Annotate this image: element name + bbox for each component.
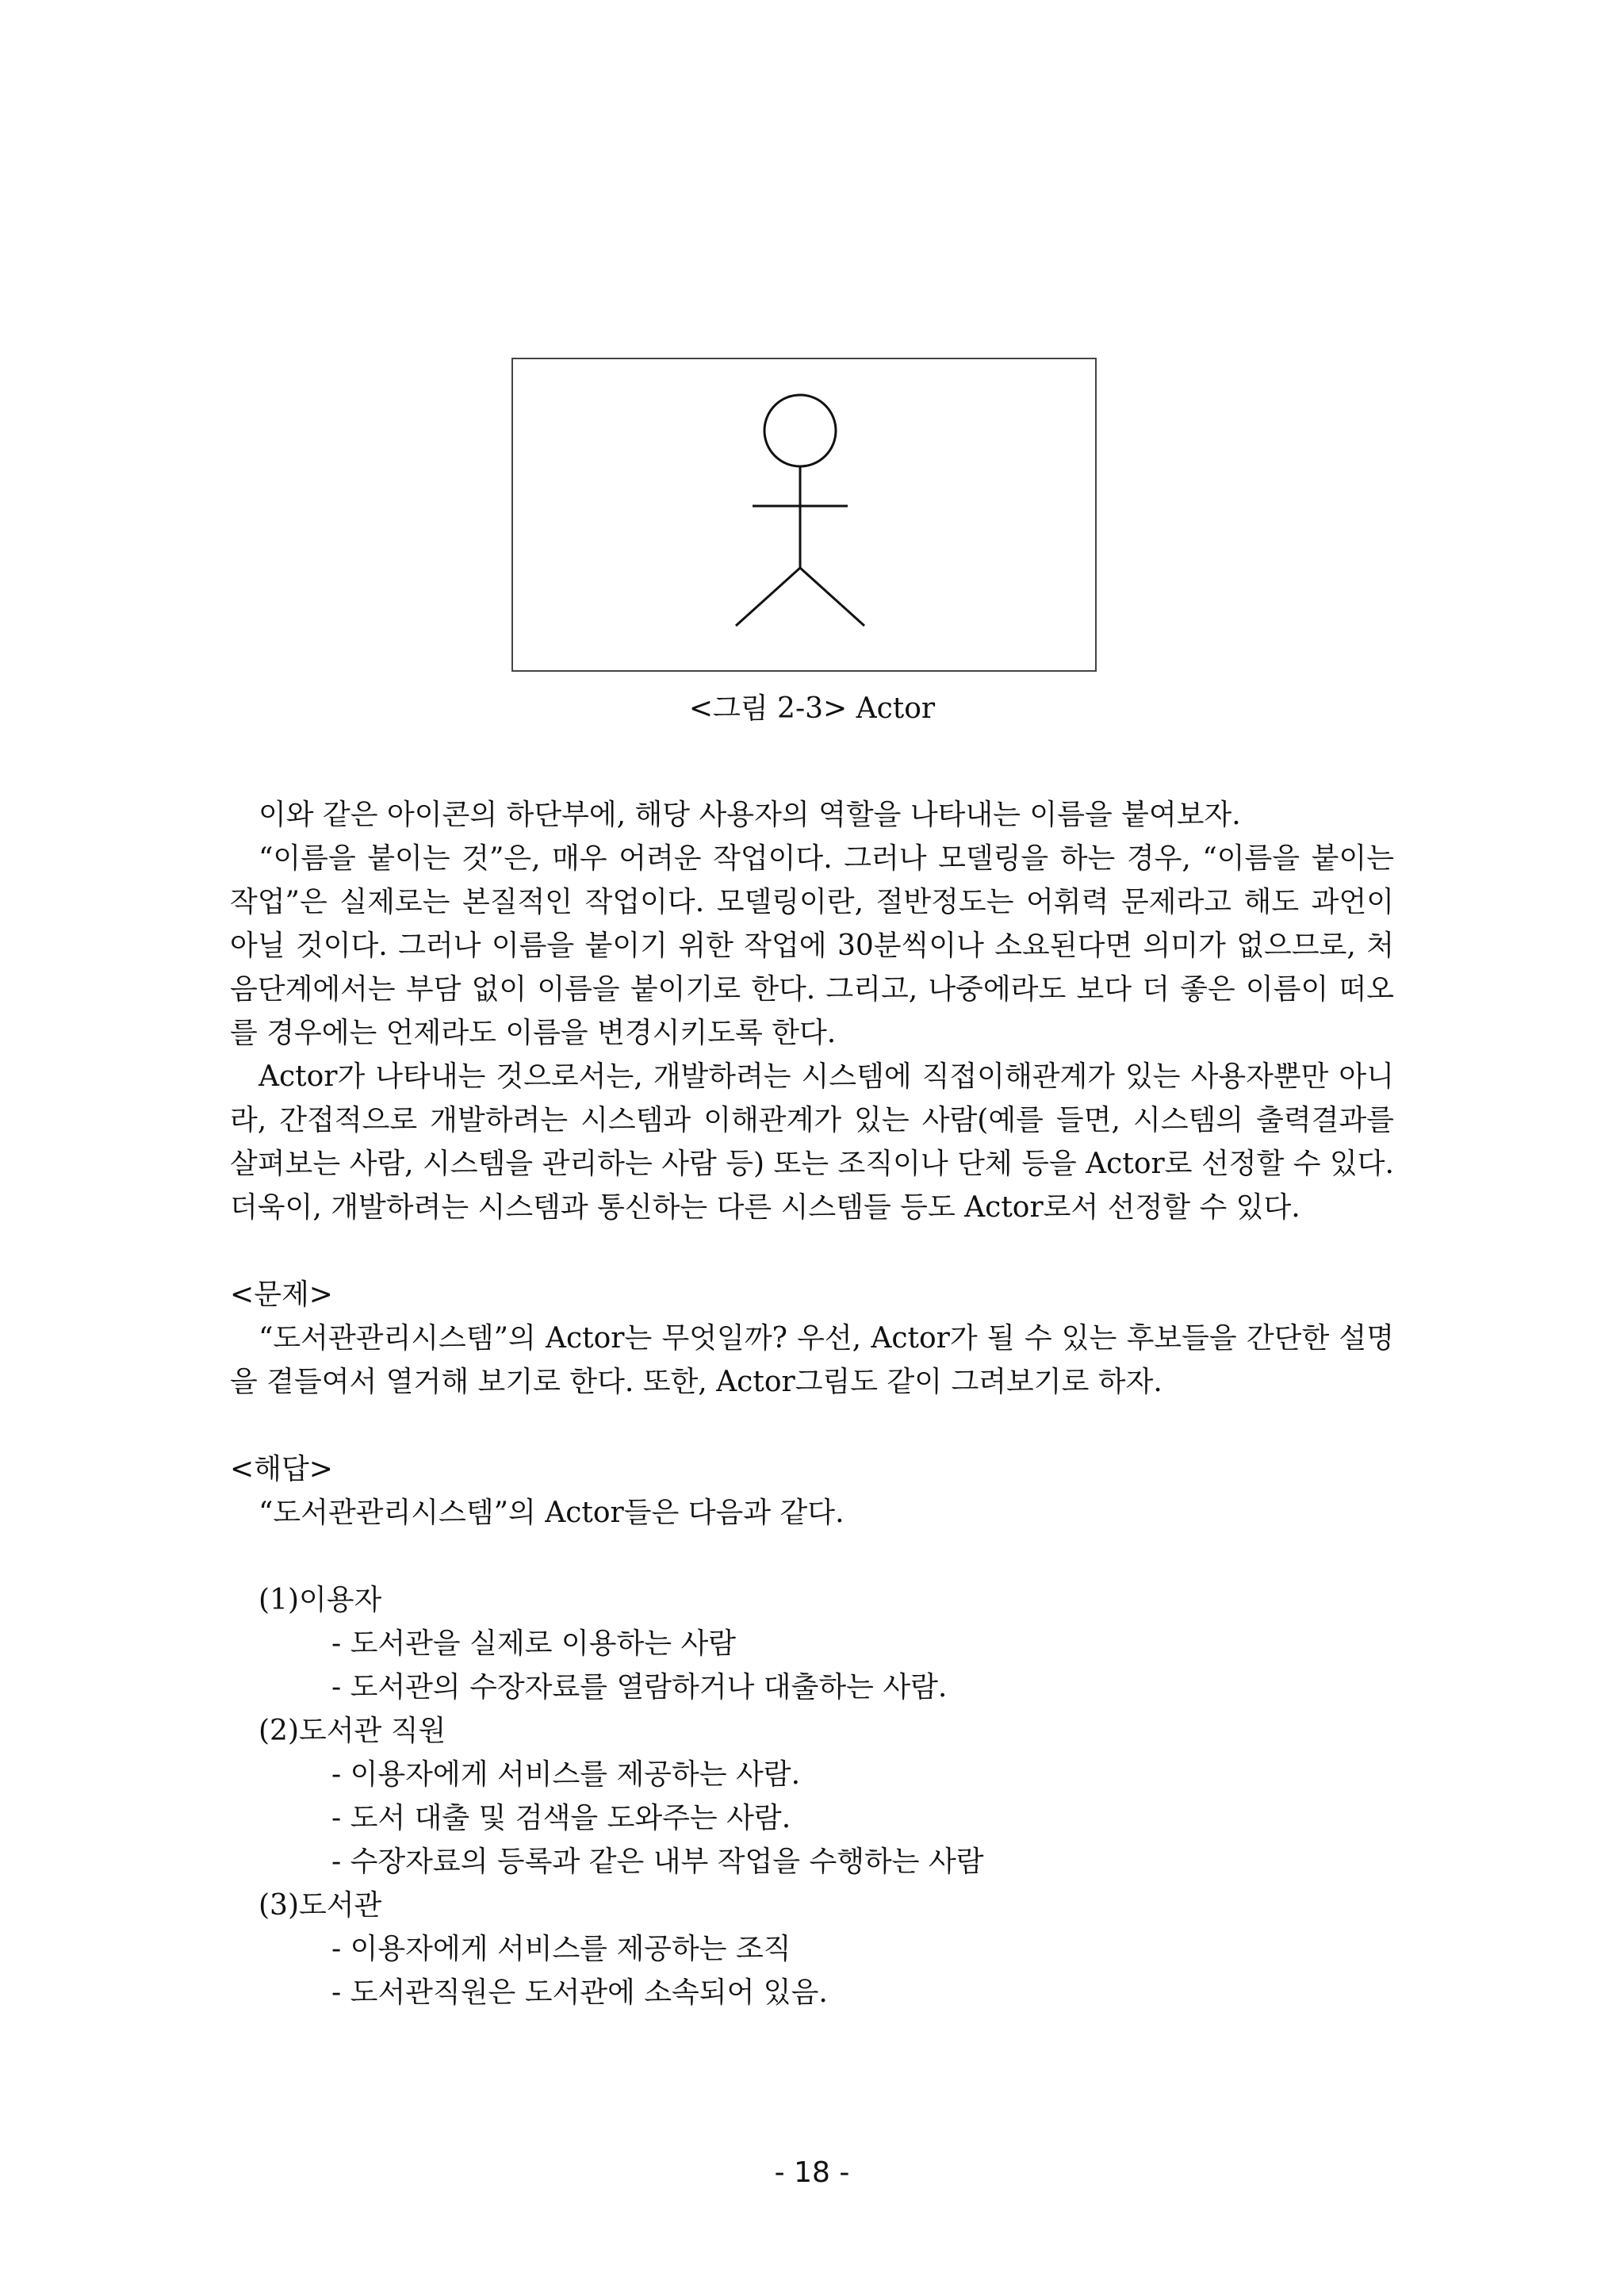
actor-label-user: (1)이용자	[259, 1584, 382, 1616]
paragraph: Actor가 나타내는 것으로서는, 개발하려는 시스템에 직접이해관계가 있는 사용자뿐만 아니라, 간접적으로 개발하려는 시스템과 이해관계가 있는 사람(예를 들면, 시스템의 출력결과를 살펴보는 사람, 시스템을 관리하는 사람 등) 또는 조직이나 단체 등을 Actor로 선정할 수 있다. 더욱이, 개발하려는 시스템과 통신하는 다른 시스템들 등도 Actor로서 선정할 수 있다.	[230, 1060, 1394, 1224]
list-item: - 도서관을 실제로 이용하는 사람	[331, 1627, 737, 1660]
actor-label-staff: (2)도서관 직원	[259, 1715, 446, 1747]
paragraph: “이름을 붙이는 것”은, 매우 어려운 작업이다. 그러나 모델링을 하는 경우, “이름을 붙이는 작업”은 실제로는 본질적인 작업이다. 모델링이란, 절반정도는 어휘력 문제라고 해도 과언이 아닐 것이다. 그러나 이름을 붙이기 위한 작업에 30분씩이나 소요된다면 의미가 없으므로, 처음단계에서는 부담 없이 이름을 붙이기로 한다. 그리고, 나중에라도 보다 더 좋은 이름이 떠오를 경우에는 언제라도 이름을 변경시키도록 한다.	[230, 842, 1394, 1049]
answer-intro: “도서관관리시스템”의 Actor들은 다음과 같다.	[259, 1497, 845, 1529]
figure-frame	[511, 358, 1097, 672]
answer-heading: <해답>	[230, 1453, 333, 1485]
list-item: - 이용자에게 서비스를 제공하는 사람.	[331, 1758, 801, 1791]
body-text	[230, 793, 1394, 2014]
list-item: - 도서 대출 및 검색을 도와주는 사람.	[331, 1802, 791, 1834]
list-item: - 도서관의 수장자료를 열람하거나 대출하는 사람.	[331, 1671, 948, 1704]
actor-left-leg	[736, 568, 800, 626]
problem-text: “도서관관리시스템”의 Actor는 무엇일까? 우선, Actor가 될 수 있는 후보들을 간단한 설명을 곁들여서 열거해 보기로 한다. 또한, Actor그림도 같이 그려보기로 하자.	[230, 1322, 1394, 1398]
actor-label-library: (3)도서관	[259, 1889, 382, 1922]
list-item: - 수장자료의 등록과 같은 내부 작업을 수행하는 사람	[331, 1846, 984, 1878]
list-item: - 도서관직원은 도서관에 소속되어 있음.	[331, 1976, 828, 2009]
paragraph: 이와 같은 아이콘의 하단부에, 해당 사용자의 역할을 나타내는 이름을 붙여보자.	[259, 799, 1241, 831]
actor-right-leg	[800, 568, 864, 626]
problem-heading: <문제>	[230, 1278, 333, 1311]
actor-head	[764, 395, 836, 466]
actor-stick-figure-icon	[513, 359, 1098, 673]
page-number: - 18 -	[774, 2156, 850, 2189]
figure-caption: <그림 2-3> Actor	[688, 692, 936, 725]
list-item: - 이용자에게 서비스를 제공하는 조직	[331, 1933, 791, 1965]
